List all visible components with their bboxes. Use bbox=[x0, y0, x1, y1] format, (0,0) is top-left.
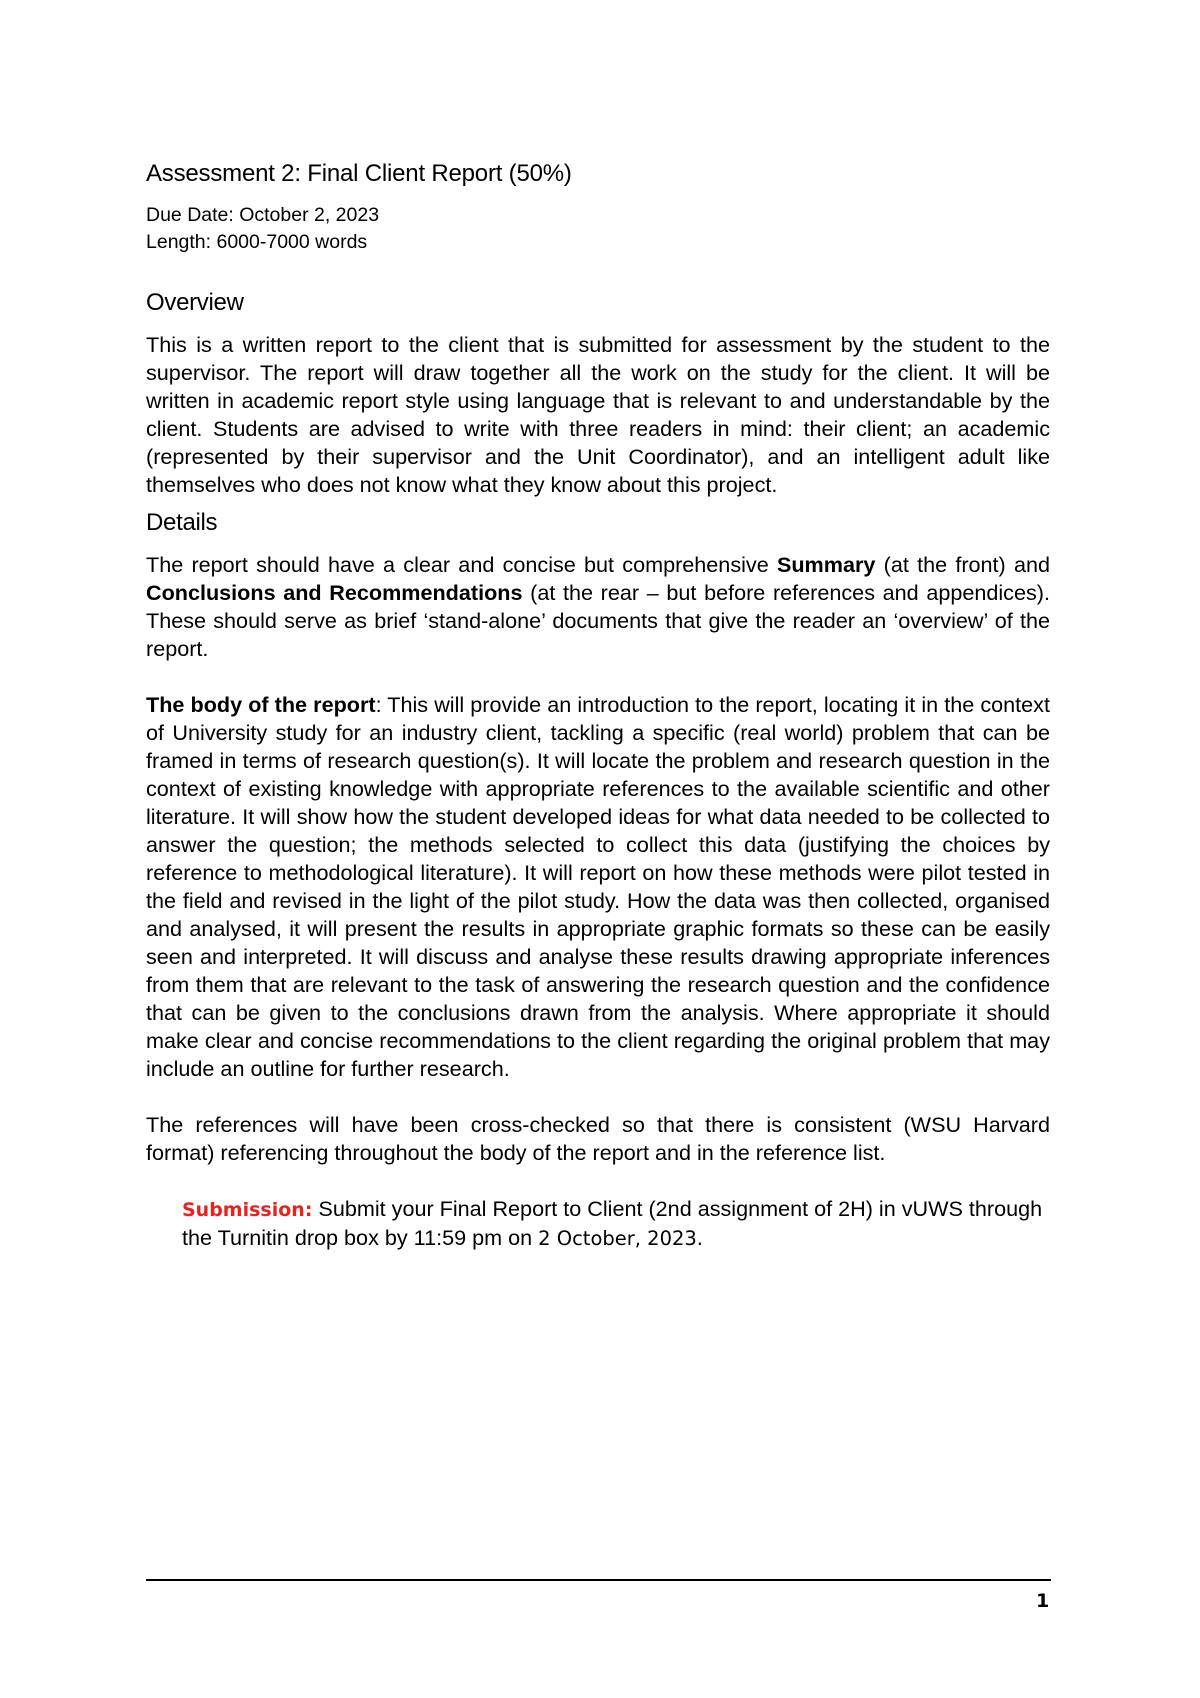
overview-heading: Overview bbox=[146, 289, 244, 316]
submission-text: Submit your Final Report to Client (2nd assignment of 2H) in vUWS through the Turnitin drop box by 11:59 pm on bbox=[182, 1196, 1043, 1250]
submission-note bbox=[182, 1195, 1050, 1253]
body-label: The body of the report bbox=[146, 692, 376, 717]
document-title: Assessment 2: Final Client Report (50%) bbox=[146, 160, 572, 187]
conclusions-term: Conclusions and Recommendations bbox=[146, 580, 523, 605]
due-date: Due Date: October 2, 2023 bbox=[146, 204, 380, 226]
summary-paragraph-text-1: The report should have a clear and concise but comprehensive bbox=[146, 552, 777, 577]
document-page bbox=[146, 160, 1050, 1275]
submission-date: 2 October, 2023. bbox=[538, 1227, 703, 1250]
summary-paragraph bbox=[146, 551, 1050, 663]
footer-divider bbox=[146, 1579, 1051, 1581]
submission-label: Submission: bbox=[182, 1199, 313, 1221]
details-heading: Details bbox=[146, 509, 218, 536]
body-text: : This will provide an introduction to the report, locating it in the context of University study for an industry client, tackling a specific (real world) problem that can be framed in terms of research question(s). It will locate the problem and research question in the context of existing knowledge with appropriate references to the available scientific and other literature. It will show how the student developed ideas for what data needed to be collected to answer the question; the methods selected to collect this data (justifying the choices by reference to methodological literature). It will report on how these methods were pilot tested in the field and revised in the light of the pilot study. How the data was then collected, organised and analysed, it will present the results in appropriate graphic formats so these can be easily seen and interpreted. It will discuss and analyse these results drawing appropriate inferences from them that are relevant to the task of answering the research question and the confidence that can be given to the conclusions drawn from the analysis. Where appropriate it should make clear and concise recommendations to the client regarding the original problem that may include an outline for further research. bbox=[146, 692, 1050, 1081]
summary-paragraph-text-2: (at the front) and bbox=[875, 552, 1050, 577]
summary-term: Summary bbox=[776, 552, 876, 577]
document-meta bbox=[146, 202, 1050, 256]
page-number: 1 bbox=[1036, 1590, 1050, 1612]
body-paragraph bbox=[146, 691, 1050, 1083]
overview-paragraph: This is a written report to the client that is submitted for assessment by the student to the supervisor. The report will draw together all the work on the study for the client. It will be written in academic report style using language that is relevant to and understandable by the client. Students are advised to write with three readers in mind: their client; an academic (represented by their supervisor and the Unit Coordinator), and an intelligent adult like themselves who does not know what they know about this project. bbox=[146, 332, 1050, 497]
length-requirement: Length: 6000-7000 words bbox=[146, 231, 368, 253]
summary-paragraph-text-3: (at the rear – but before references and appendices). These should serve as brief ‘stand-alone’ documents that give the reader an ‘overview’ of the report. bbox=[146, 580, 1050, 661]
references-paragraph: The references will have been cross-checked so that there is consistent (WSU Harvard format) referencing throughout the body of the report and in the reference list. bbox=[146, 1112, 1050, 1165]
